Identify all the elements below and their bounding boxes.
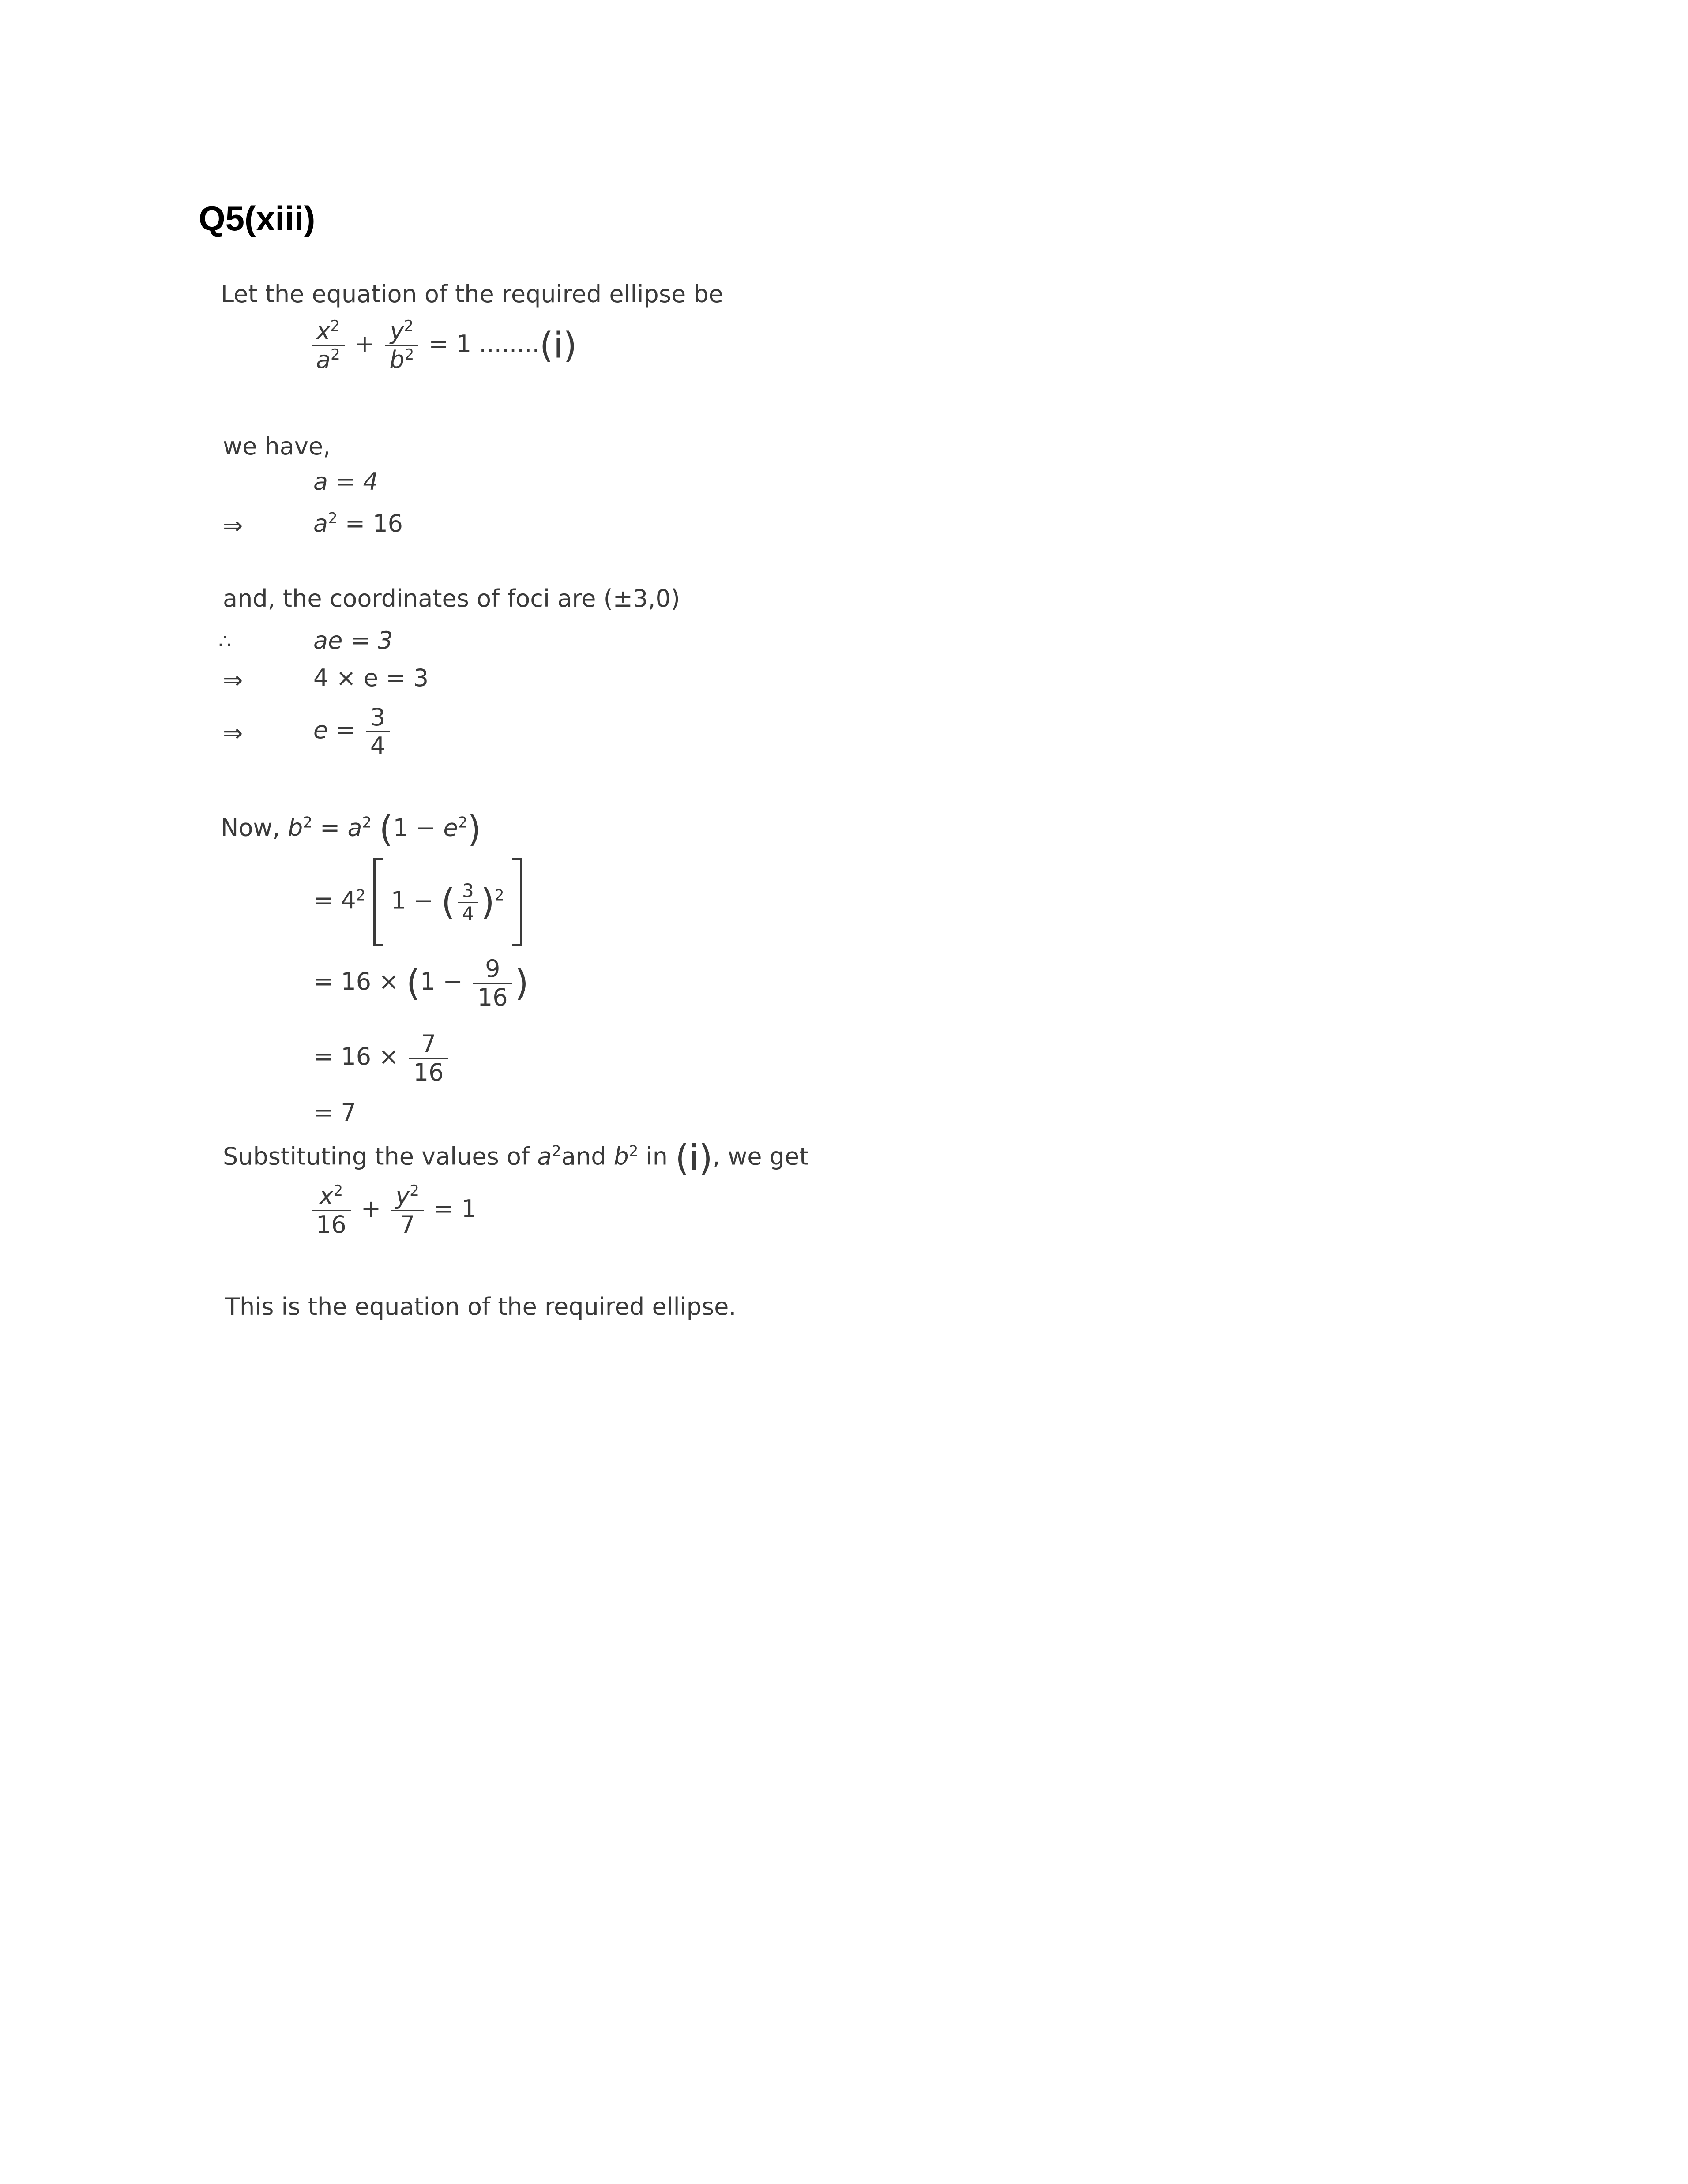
ellipse-general-equation: $\frac{x^2}{a^2}$ + $\frac{y^2}{b^2}$ = 1 ........(i) bbox=[309, 318, 577, 374]
b-squared-step-1: = $4^2$ 1 − ( $\frac{3}{4}$ )$^2$ bbox=[313, 858, 522, 946]
implies-icon: ⇒ bbox=[223, 666, 243, 694]
ellipse-final-equation: $\frac{x^2}{16}$ + $\frac{y^2}{7}$ = 1 bbox=[309, 1182, 477, 1238]
four-e-equation: 4 × e = 3 bbox=[313, 664, 429, 692]
we-have-text: we have, bbox=[223, 432, 331, 460]
ae-equation: ae = 3 bbox=[313, 627, 393, 654]
implies-icon: ⇒ bbox=[223, 512, 243, 540]
substitution-text: Substituting the values of $a^2and$ $b^2$ in (i), we get bbox=[223, 1137, 809, 1178]
b-squared-step-3: = 16 × $\frac{7}{16}$ bbox=[313, 1030, 451, 1086]
e-value: e = $\frac{3}{4}$ bbox=[313, 704, 392, 760]
b-squared-formula: Now, $b^2 = a^2$ $(1 - e^2)$ bbox=[221, 809, 481, 850]
a-squared-value: $a^2 = 16$ bbox=[313, 510, 403, 537]
b-squared-result: = 7 bbox=[313, 1099, 356, 1126]
intro-text: Let the equation of the required ellipse be bbox=[221, 280, 723, 308]
question-title: Q5(xiii) bbox=[199, 199, 316, 238]
implies-icon: ⇒ bbox=[223, 719, 243, 747]
therefore-icon: ∴ bbox=[218, 629, 232, 653]
a-value: a = 4 bbox=[313, 468, 379, 495]
conclusion-text: This is the equation of the required ellipse. bbox=[225, 1293, 737, 1321]
foci-text: and, the coordinates of foci are (±3,0) bbox=[223, 585, 680, 612]
b-squared-step-2: = 16 × (1 − $\frac{9}{16}$ ) bbox=[313, 955, 529, 1012]
